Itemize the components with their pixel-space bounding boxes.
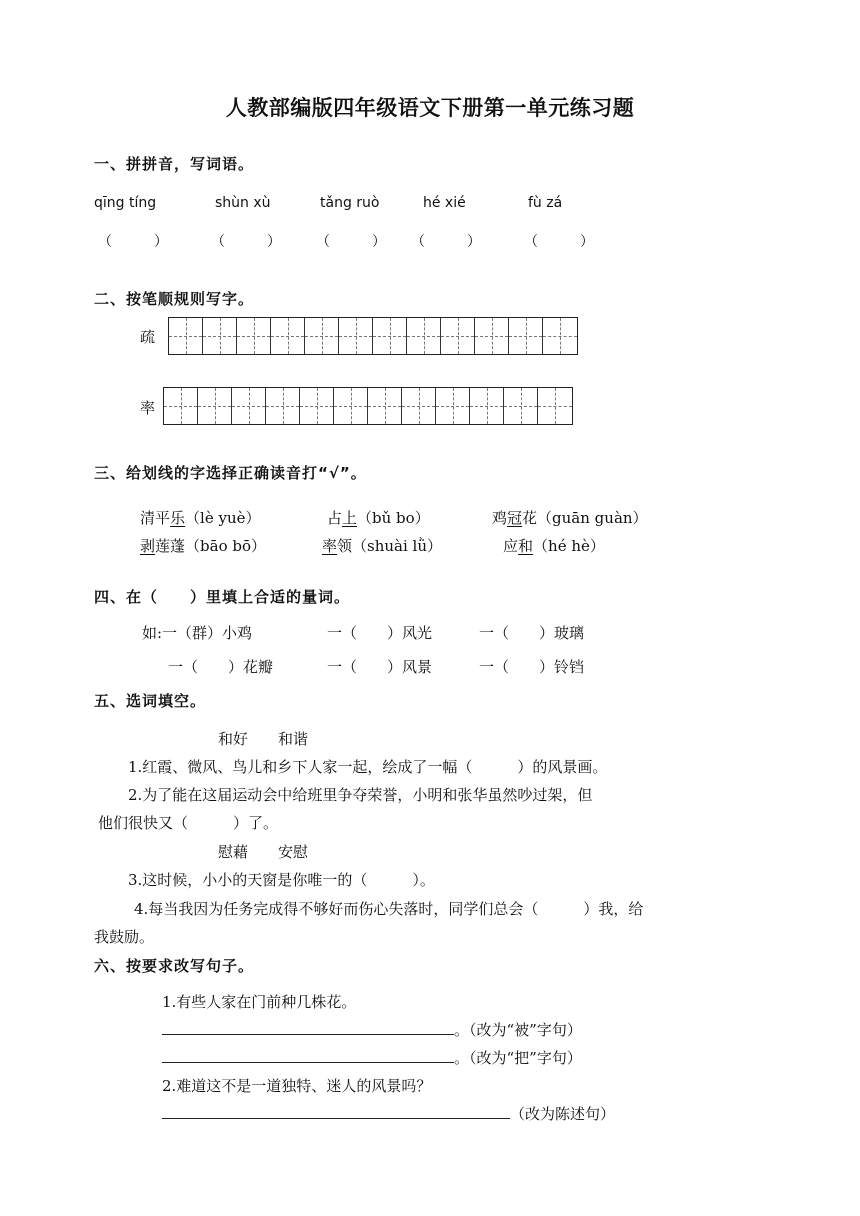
writing-grid-2[interactable] [163, 387, 573, 425]
rewrite-question-2: 2.难道这不是一道独特、迷人的风景吗？ [162, 1077, 432, 1095]
section-4-heading: 四、在（ ）里填上合适的量词。 [94, 588, 351, 606]
measure-word-item[interactable]: 一（ ）铃铛 [479, 658, 585, 676]
reading-item-2: 占上（bǔ bo） [327, 509, 430, 527]
rewrite-question-1: 1.有些人家在门前种几株花。 [162, 993, 357, 1011]
fill-question-4-cont: 我鼓励。 [94, 928, 155, 946]
word-options-1: 和好 和谐 [218, 730, 309, 748]
reading-item-6: 应和（hé hè） [503, 537, 605, 555]
answer-blank-5[interactable]: （ ） [524, 234, 594, 250]
fill-question-3[interactable]: 3.这时候，小小的天窗是你唯一的（ ）。 [128, 871, 435, 889]
measure-word-example: 如:一（群）小鸡 [142, 624, 253, 642]
page-title: 人教部编版四年级语文下册第一单元练习题 [225, 96, 635, 120]
rewrite-answer-1a[interactable]: 。（改为“被”字句） [162, 1019, 582, 1040]
pinyin-2: shùn xù [215, 195, 271, 211]
measure-word-item[interactable]: 一（ ）风光 [327, 624, 433, 642]
fill-question-2-cont[interactable]: 他们很快又（ ）了。 [98, 814, 279, 832]
pinyin-choices[interactable]: （shuài lǜ） [352, 537, 443, 555]
rewrite-answer-2[interactable]: （改为陈述句） [162, 1103, 615, 1124]
section-5-heading: 五、选词填空。 [94, 692, 207, 710]
writing-grid-1[interactable] [168, 317, 578, 355]
fill-question-1[interactable]: 1.红霞、微风、鸟儿和乡下人家一起，绘成了一幅（ ）的风景画。 [128, 758, 608, 776]
pinyin-1: qīng tíng [94, 195, 157, 211]
answer-line[interactable] [162, 1020, 454, 1035]
reading-item-4: 剥莲蓬（bāo bō） [140, 537, 267, 555]
answer-line[interactable] [162, 1048, 454, 1063]
section-6-heading: 六、按要求改写句子。 [94, 957, 255, 975]
reading-item-3: 鸡冠花（guān guàn） [492, 509, 648, 527]
pinyin-choices[interactable]: （bǔ bo） [357, 509, 430, 527]
pinyin-5: fù zá [528, 195, 563, 211]
measure-word-item[interactable]: 一（ ）玻璃 [479, 624, 585, 642]
answer-blank-2[interactable]: （ ） [211, 234, 281, 250]
stroke-char-1: 疏 [140, 328, 156, 346]
pinyin-3: tǎng ruò [320, 195, 380, 211]
answer-blank-1[interactable]: （ ） [98, 234, 168, 250]
pinyin-choices[interactable]: （lè yuè） [185, 509, 261, 527]
rewrite-answer-1b[interactable]: 。（改为“把”字句） [162, 1047, 582, 1068]
pinyin-choices[interactable]: （bāo bō） [185, 537, 267, 555]
stroke-char-2: 率 [140, 399, 156, 417]
section-2-heading: 二、按笔顺规则写字。 [94, 290, 255, 308]
fill-question-2[interactable]: 2.为了能在这届运动会中给班里争夺荣誉，小明和张华虽然吵过架，但 [128, 786, 593, 804]
measure-word-item[interactable]: 一（ ）风景 [327, 658, 433, 676]
measure-word-item[interactable]: 一（ ）花瓣 [168, 658, 274, 676]
section-1-heading: 一、拼拼音，写词语。 [94, 155, 255, 173]
reading-item-1: 清平乐（lè yuè） [140, 509, 261, 527]
pinyin-choices[interactable]: （hé hè） [533, 537, 605, 555]
answer-line[interactable] [162, 1104, 510, 1119]
answer-blank-3[interactable]: （ ） [316, 234, 386, 250]
reading-item-5: 率领（shuài lǜ） [322, 537, 443, 555]
section-3-heading: 三、给划线的字选择正确读音打“√”。 [94, 464, 367, 482]
answer-blank-4[interactable]: （ ） [411, 234, 481, 250]
word-options-2: 慰藉 安慰 [218, 843, 309, 861]
pinyin-choices[interactable]: （guān guàn） [537, 509, 648, 527]
fill-question-4[interactable]: 4.每当我因为任务完成得不够好而伤心失落时，同学们总会（ ）我，给 [134, 900, 644, 918]
pinyin-4: hé xié [423, 195, 466, 211]
